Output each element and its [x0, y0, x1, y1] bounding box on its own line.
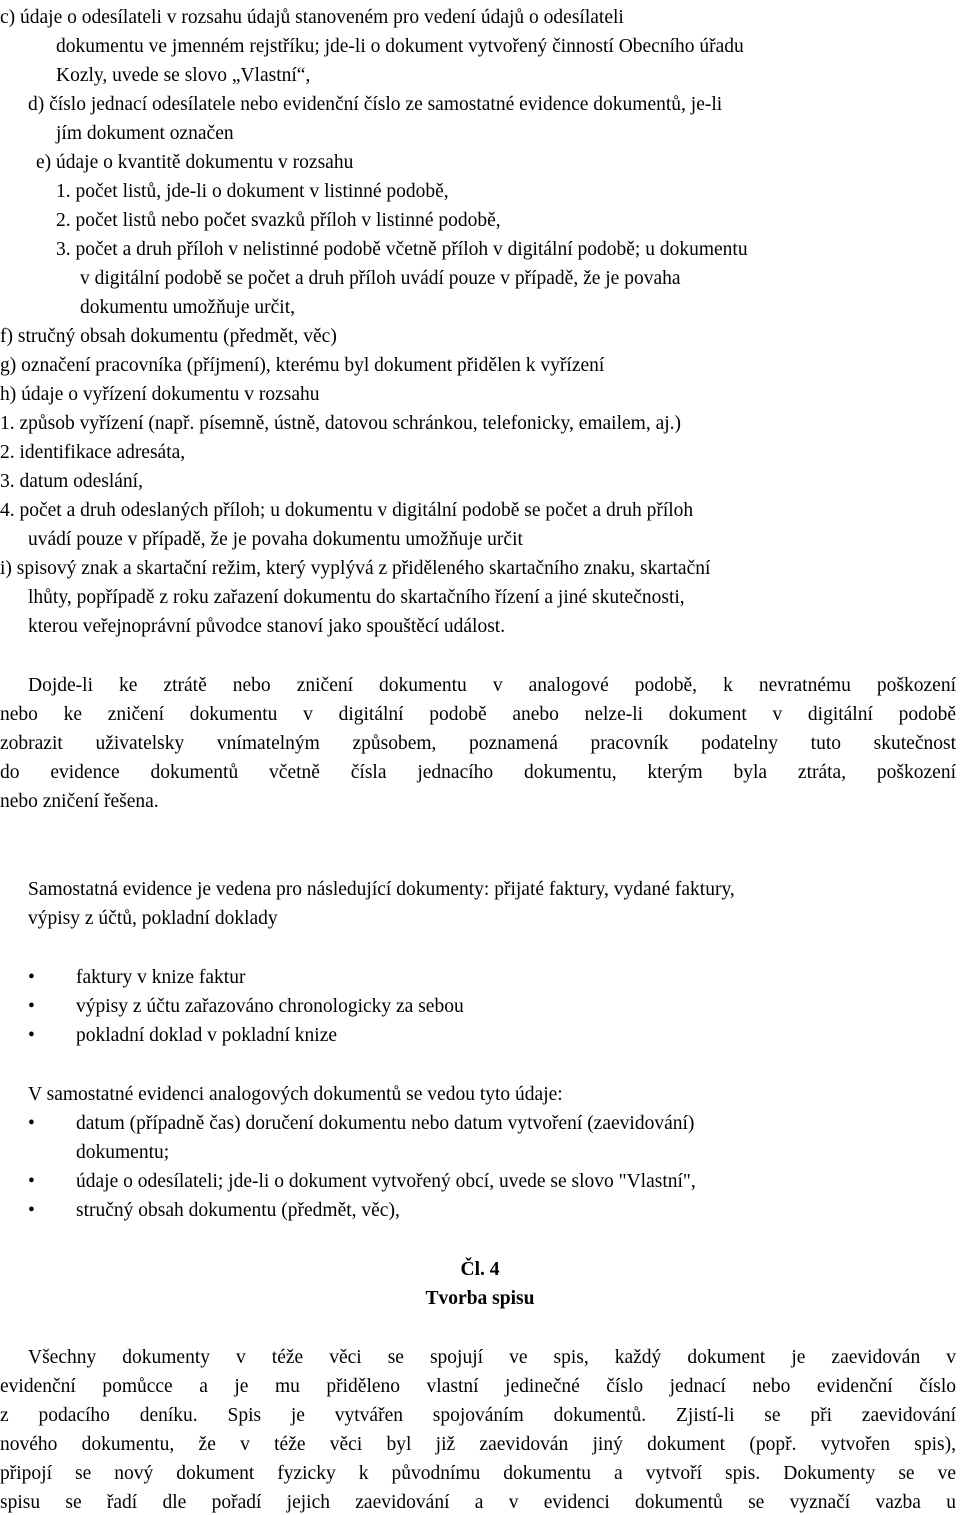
- item-h-4-line-2: uvádí pouze v případě, že je povaha dokumentu umožňuje určit: [28, 529, 523, 550]
- analog-evidence-intro: V samostatné evidenci analogových dokumentů se vedou tyto údaje:: [28, 1084, 563, 1105]
- loss-paragraph-line-1: Dojde-li ke ztrátě nebo zničení dokumentu v analogové podobě, k nevratnému poškození: [28, 675, 956, 696]
- bullet-icon: •: [28, 996, 35, 1017]
- article-paragraph-line-6: spisu se řadí dle pořadí jejich zaevidování a v evidenci dokumentů se vyznačí vazba u: [0, 1492, 956, 1513]
- bullet-icon: •: [28, 1171, 35, 1192]
- loss-paragraph-line-3: zobrazit uživatelsky vnímatelným způsobem, poznamená pracovník podatelny tuto skutečnost: [0, 733, 956, 754]
- item-c-line-3: Kozly, uvede se slovo „Vlastní“,: [56, 65, 311, 86]
- article-paragraph-line-3: z podacího deníku. Spis je vytvářen spojováním dokumentů. Zjistí-li se při zaevidování: [0, 1405, 956, 1426]
- list-item: údaje o odesílateli; jde-li o dokument vytvořený obcí, uvede se slovo "Vlastní",: [76, 1171, 696, 1192]
- separate-evidence-intro-line-1: Samostatná evidence je vedena pro následující dokumenty: přijaté faktury, vydané faktury,: [28, 879, 735, 900]
- item-h-2: 2. identifikace adresáta,: [0, 442, 186, 463]
- item-i-line-2: lhůty, popřípadě z roku zařazení dokumentu do skartačního řízení a jiné skutečnosti,: [28, 587, 685, 608]
- loss-paragraph-line-4: do evidence dokumentů včetně čísla jednacího dokumentu, kterým byla ztráta, poškození: [0, 762, 956, 783]
- item-h-1: 1. způsob vyřízení (např. písemně, ústně, datovou schránkou, telefonicky, emailem, aj.): [0, 413, 682, 434]
- item-e: e) údaje o kvantitě dokumentu v rozsahu: [36, 152, 354, 173]
- article-paragraph-line-1: Všechny dokumenty v téže věci se spojují ve spis, každý dokument je zaevidován v: [28, 1347, 956, 1368]
- loss-paragraph-line-5: nebo zničení řešena.: [0, 791, 159, 812]
- bullet-icon: •: [28, 967, 35, 988]
- list-item: stručný obsah dokumentu (předmět, věc),: [76, 1200, 400, 1221]
- item-h: h) údaje o vyřízení dokumentu v rozsahu: [0, 384, 320, 405]
- bullet-icon: •: [28, 1200, 35, 1221]
- list-item: faktury v knize faktur: [76, 967, 246, 988]
- item-c-line-2: dokumentu ve jmenném rejstříku; jde-li o dokument vytvořený činností Obecního úřadu: [56, 36, 744, 57]
- loss-paragraph-line-2: nebo ke zničení dokumentu v digitální podobě anebo nelze-li dokument v digitální podobě: [0, 704, 956, 725]
- article-title: Tvorba spisu: [425, 1288, 535, 1309]
- item-h-4-line-1: 4. počet a druh odeslaných příloh; u dokumentu v digitální podobě se počet a druh příloh: [0, 500, 694, 521]
- item-e-1: 1. počet listů, jde-li o dokument v listinné podobě,: [56, 181, 449, 202]
- list-item-continuation: dokumentu;: [76, 1142, 170, 1163]
- item-c-line-1: c) údaje o odesílateli v rozsahu údajů stanoveném pro vedení údajů o odesílateli: [0, 7, 624, 28]
- item-h-3: 3. datum odeslání,: [0, 471, 143, 492]
- item-d-line-1: d) číslo jednací odesílatele nebo evidenční číslo ze samostatné evidence dokumentů, je-li: [28, 94, 723, 115]
- bullet-icon: •: [28, 1025, 35, 1046]
- bullet-icon: •: [28, 1113, 35, 1134]
- item-g: g) označení pracovníka (příjmení), kterému byl dokument přidělen k vyřízení: [0, 355, 605, 376]
- article-paragraph-line-2: evidenční pomůcce a je mu přiděleno vlastní jedinečné číslo jednací nebo evidenční číslo: [0, 1376, 956, 1397]
- item-e-3-line-1: 3. počet a druh příloh v nelistinné podobě včetně příloh v digitální podobě; u dokumentu: [56, 239, 748, 260]
- item-i-line-3: kterou veřejnoprávní původce stanoví jako spouštěcí událost.: [28, 616, 506, 637]
- item-i-line-1: i) spisový znak a skartační režim, který vyplývá z přiděleného skartačního znaku, skartační: [0, 558, 711, 579]
- separate-evidence-intro-line-2: výpisy z účtů, pokladní doklady: [28, 908, 278, 929]
- list-item: datum (případně čas) doručení dokumentu nebo datum vytvoření (zaevidování): [76, 1113, 695, 1134]
- item-e-3-line-2: v digitální podobě se počet a druh příloh uvádí pouze v případě, že je povaha: [80, 268, 681, 289]
- list-item: pokladní doklad v pokladní knize: [76, 1025, 338, 1046]
- article-paragraph-line-4: nového dokumentu, že v téže věci byl již zaevidován jiný dokument (popř. vytvořen spis),: [0, 1434, 956, 1455]
- item-e-3-line-3: dokumentu umožňuje určit,: [80, 297, 295, 318]
- article-number: Čl. 4: [460, 1259, 500, 1280]
- list-item: výpisy z účtu zařazováno chronologicky za sebou: [76, 996, 464, 1017]
- item-f: f) stručný obsah dokumentu (předmět, věc): [0, 326, 337, 347]
- article-paragraph-line-5: připojí se nový dokument fyzicky k původnímu dokumentu a vytvoří spis. Dokumenty se ve: [0, 1463, 956, 1484]
- item-e-2: 2. počet listů nebo počet svazků příloh v listinné podobě,: [56, 210, 501, 231]
- item-d-line-2: jím dokument označen: [56, 123, 234, 144]
